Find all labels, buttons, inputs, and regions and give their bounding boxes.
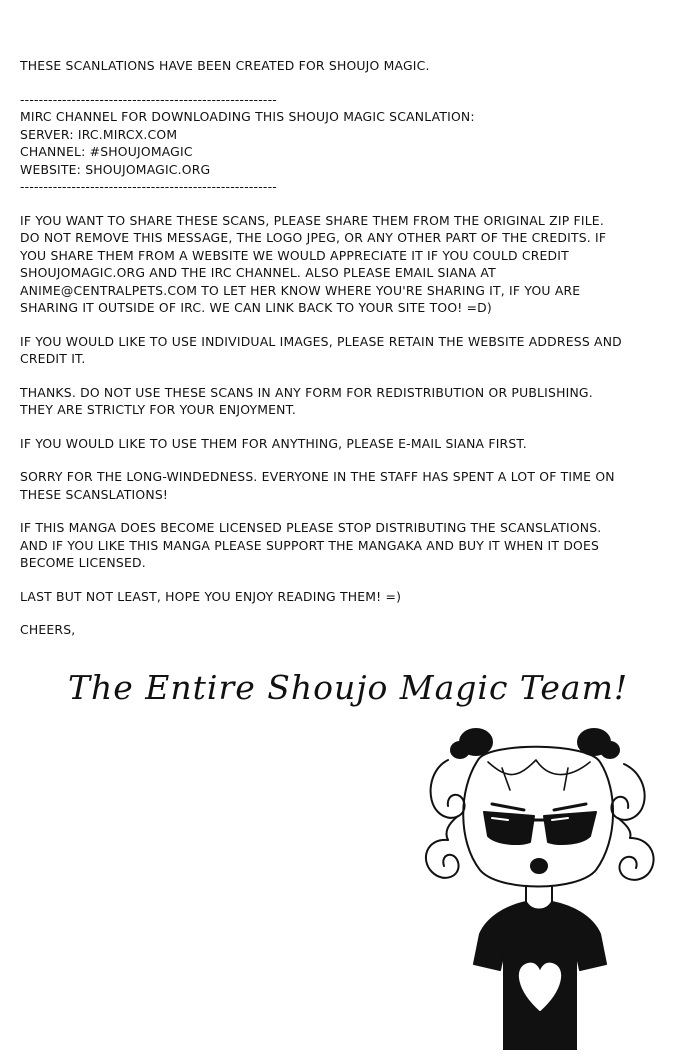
license-line: AND IF YOU LIKE THIS MANGA PLEASE SUPPORT THE MANGAKA AND BUY IT WHEN IT DOES	[20, 537, 600, 553]
hair-bun-right-icon	[578, 729, 619, 758]
thanks-line: THANKS. DO NOT USE THESE SCANS IN ANY FORM FOR REDISTRIBUTION OR PUBLISHING.	[20, 384, 593, 400]
notice-text	[20, 57, 680, 655]
share-line: SHARING IT OUTSIDE OF IRC. WE CAN LINK BACK TO YOUR SITE TOO! =D)	[20, 300, 492, 315]
thanks-line: THEY ARE STRICTLY FOR YOUR ENJOYMENT.	[20, 402, 297, 417]
server-line: SERVER: IRC.MIRCX.COM	[20, 126, 178, 142]
pigtail-right-icon	[611, 764, 653, 880]
team-signature: The Entire Shoujo Magic Team!	[68, 668, 629, 707]
chibi-girl-illustration	[418, 720, 668, 1050]
website-line: WEBSITE: SHOUJOMAGIC.ORG	[20, 161, 211, 177]
irc-line: MIRC CHANNEL FOR DOWNLOADING THIS SHOUJO MAGIC SCANLATION:	[20, 109, 475, 124]
images-line: IF YOU WOULD LIKE TO USE INDIVIDUAL IMAGES, PLEASE RETAIN THE WEBSITE ADDRESS AND	[20, 333, 622, 349]
last-line: LAST BUT NOT LEAST, HOPE YOU ENJOY READING THEM! =)	[20, 588, 402, 604]
images-paragraph	[20, 333, 680, 368]
sorry-paragraph	[20, 468, 680, 503]
sunglasses-icon	[484, 812, 596, 844]
pigtail-left-icon	[426, 760, 465, 878]
share-line: SHOUJOMAGIC.ORG AND THE IRC CHANNEL. ALSO PLEASE EMAIL SIANA AT	[20, 265, 496, 280]
channel-line: CHANNEL: #SHOUJOMAGIC	[20, 144, 193, 159]
intro-line: THESE SCANLATIONS HAVE BEEN CREATED FOR SHOUJO MAGIC.	[20, 58, 430, 73]
thanks-paragraph	[20, 384, 680, 419]
cheers-line: CHEERS,	[20, 622, 76, 637]
sorry-line: SORRY FOR THE LONG-WINDEDNESS. EVERYONE IN THE STAFF HAS SPENT A LOT OF TIME ON	[20, 469, 615, 484]
license-line: BECOME LICENSED.	[20, 555, 146, 570]
license-paragraph	[20, 519, 680, 572]
images-line: CREDIT IT.	[20, 351, 86, 366]
share-line: IF YOU WANT TO SHARE THESE SCANS, PLEASE SHARE THEM FROM THE ORIGINAL ZIP FILE.	[20, 212, 604, 228]
email-line: IF YOU WOULD LIKE TO USE THEM FOR ANYTHING, PLEASE E-MAIL SIANA FIRST.	[20, 435, 527, 451]
divider-top: -------------------------------------------------------	[20, 91, 277, 107]
license-line: IF THIS MANGA DOES BECOME LICENSED PLEASE STOP DISTRIBUTING THE SCANSLATIONS.	[20, 520, 602, 535]
share-line: YOU SHARE THEM FROM A WEBSITE WE WOULD APPRECIATE IT IF YOU COULD CREDIT	[20, 247, 569, 263]
share-line: DO NOT REMOVE THIS MESSAGE, THE LOGO JPEG, OR ANY OTHER PART OF THE CREDITS. IF	[20, 230, 607, 245]
share-line: ANIME@CENTRALPETS.COM TO LET HER KNOW WHERE YOU'RE SHARING IT, IF YOU ARE	[20, 282, 581, 298]
mouth-icon	[531, 859, 547, 873]
share-paragraph	[20, 212, 680, 317]
irc-credits	[20, 91, 680, 196]
sorry-line: THESE SCANSLATIONS!	[20, 486, 169, 502]
divider-bottom: -------------------------------------------------------	[20, 179, 277, 194]
